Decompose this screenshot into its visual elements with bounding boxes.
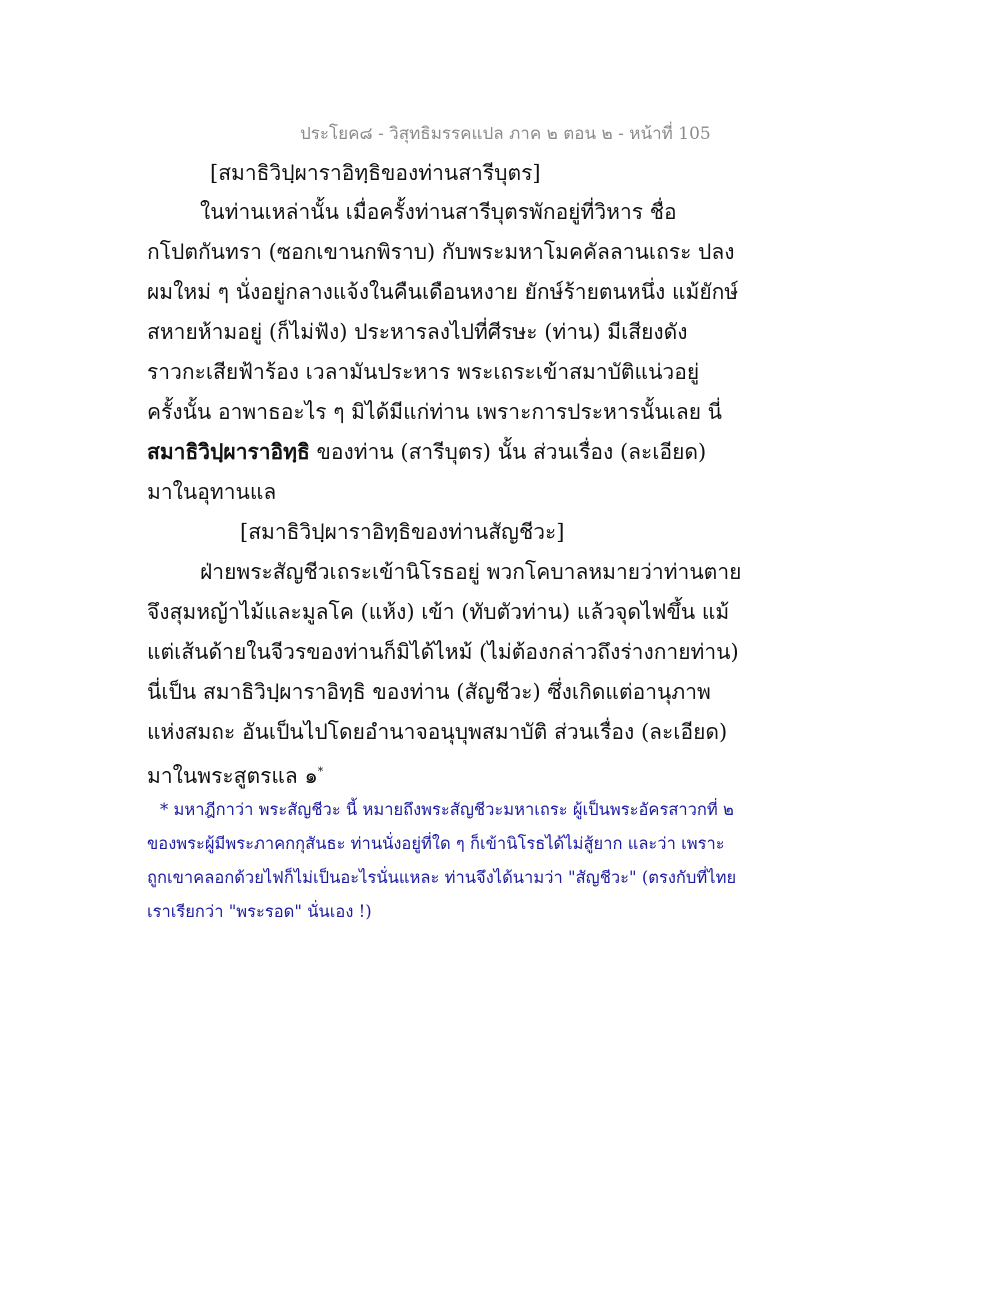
- paragraph-line: แห่งสมถะ อันเป็นไปโดยอำนาจอนุบุพสมาบัติ ส่วนเรื่อง (ละเอียด): [147, 720, 728, 744]
- footnote-line: ถูกเขาคลอกด้วยไฟก็ไม่เป็นอะไรนั่นแหละ ท่านจึงได้นามว่า "สัญชีวะ" (ตรงกับที่ไทย: [147, 868, 737, 887]
- paragraph-line: แต่เส้นด้ายในจีวรของท่านก็มิได้ไหม้ (ไม่ต้องกล่าวถึงร่างกายท่าน): [147, 640, 739, 664]
- paragraph-line: [147, 757, 323, 791]
- paragraph-line: ราวกะเสียฟ้าร้อง เวลามันประหาร พระเถระเข้าสมาบัติแน่วอยู่: [147, 360, 700, 384]
- footnote-mark: *: [317, 765, 324, 778]
- paragraph-line: กโปตกันทรา (ซอกเขานกพิราบ) กับพระมหาโมคคัลลานเถระ ปลง: [147, 240, 735, 264]
- page-header: ประโยค๘ - วิสุทธิมรรคแปล ภาค ๒ ตอน ๒ - หน้าที่ 105: [300, 124, 711, 144]
- paragraph-line: [147, 437, 706, 467]
- footnote-line: ของพระผู้มีพระภาคกกุสันธะ ท่านนั่งอยู่ที่ใด ๆ ก็เข้านิโรธได้ไม่สู้ยาก และว่า เพราะ: [147, 834, 725, 853]
- line-text: มาในพระสูตรแล ๑: [147, 764, 318, 788]
- paragraph-line: ผมใหม่ ๆ นั่งอยู่กลางแจ้งในคืนเดือนหงาย ยักษ์ร้ายตนหนึ่ง แม้ยักษ์: [147, 280, 739, 304]
- paragraph-line: ฝ่ายพระสัญชีวเถระเข้านิโรธอยู่ พวกโคบาลหมายว่าท่านตาย: [200, 560, 742, 584]
- section-heading-sanjiva: [สมาธิวิปฺผาราอิทฺธิของท่านสัญชีวะ]: [240, 520, 565, 544]
- footnote-line: * มหาฎีกาว่า พระสัญชีวะ นี้ หมายถึงพระสัญชีวะมหาเถระ ผู้เป็นพระอัครสาวกที่ ๒: [160, 800, 734, 819]
- line-text: ของท่าน (สารีบุตร) นั้น ส่วนเรื่อง (ละเอียด): [309, 440, 707, 464]
- paragraph-line: นี่เป็น สมาธิวิปฺผาราอิทฺธิ ของท่าน (สัญชีวะ) ซึ่งเกิดแต่อานุภาพ: [147, 680, 711, 704]
- footnote-line: เราเรียกว่า "พระรอด" นั่นเอง !): [147, 902, 372, 921]
- paragraph-line: มาในอุทานแล: [147, 480, 277, 504]
- paragraph-line: ครั้งนั้น อาพาธอะไร ๆ มิได้มีแก่ท่าน เพราะการประหารนั้นเลย นี่: [147, 400, 723, 424]
- paragraph-line: จึงสุมหญ้าไม้และมูลโค (แห้ง) เข้า (ทับตัวท่าน) แล้วจุดไฟขึ้น แม้: [147, 600, 730, 624]
- paragraph-line: สหายห้ามอยู่ (ก็ไม่ฟัง) ประหารลงไปที่ศีรษะ (ท่าน) มีเสียงดัง: [147, 320, 688, 344]
- paragraph-line: ในท่านเหล่านั้น เมื่อครั้งท่านสารีบุตรพักอยู่ที่วิหาร ชื่อ: [200, 200, 677, 224]
- section-heading-sariputta: [สมาธิวิปฺผาราอิทฺธิของท่านสารีบุตร]: [210, 161, 541, 185]
- bold-term: สมาธิวิปฺผาราอิทฺธิ: [147, 439, 310, 464]
